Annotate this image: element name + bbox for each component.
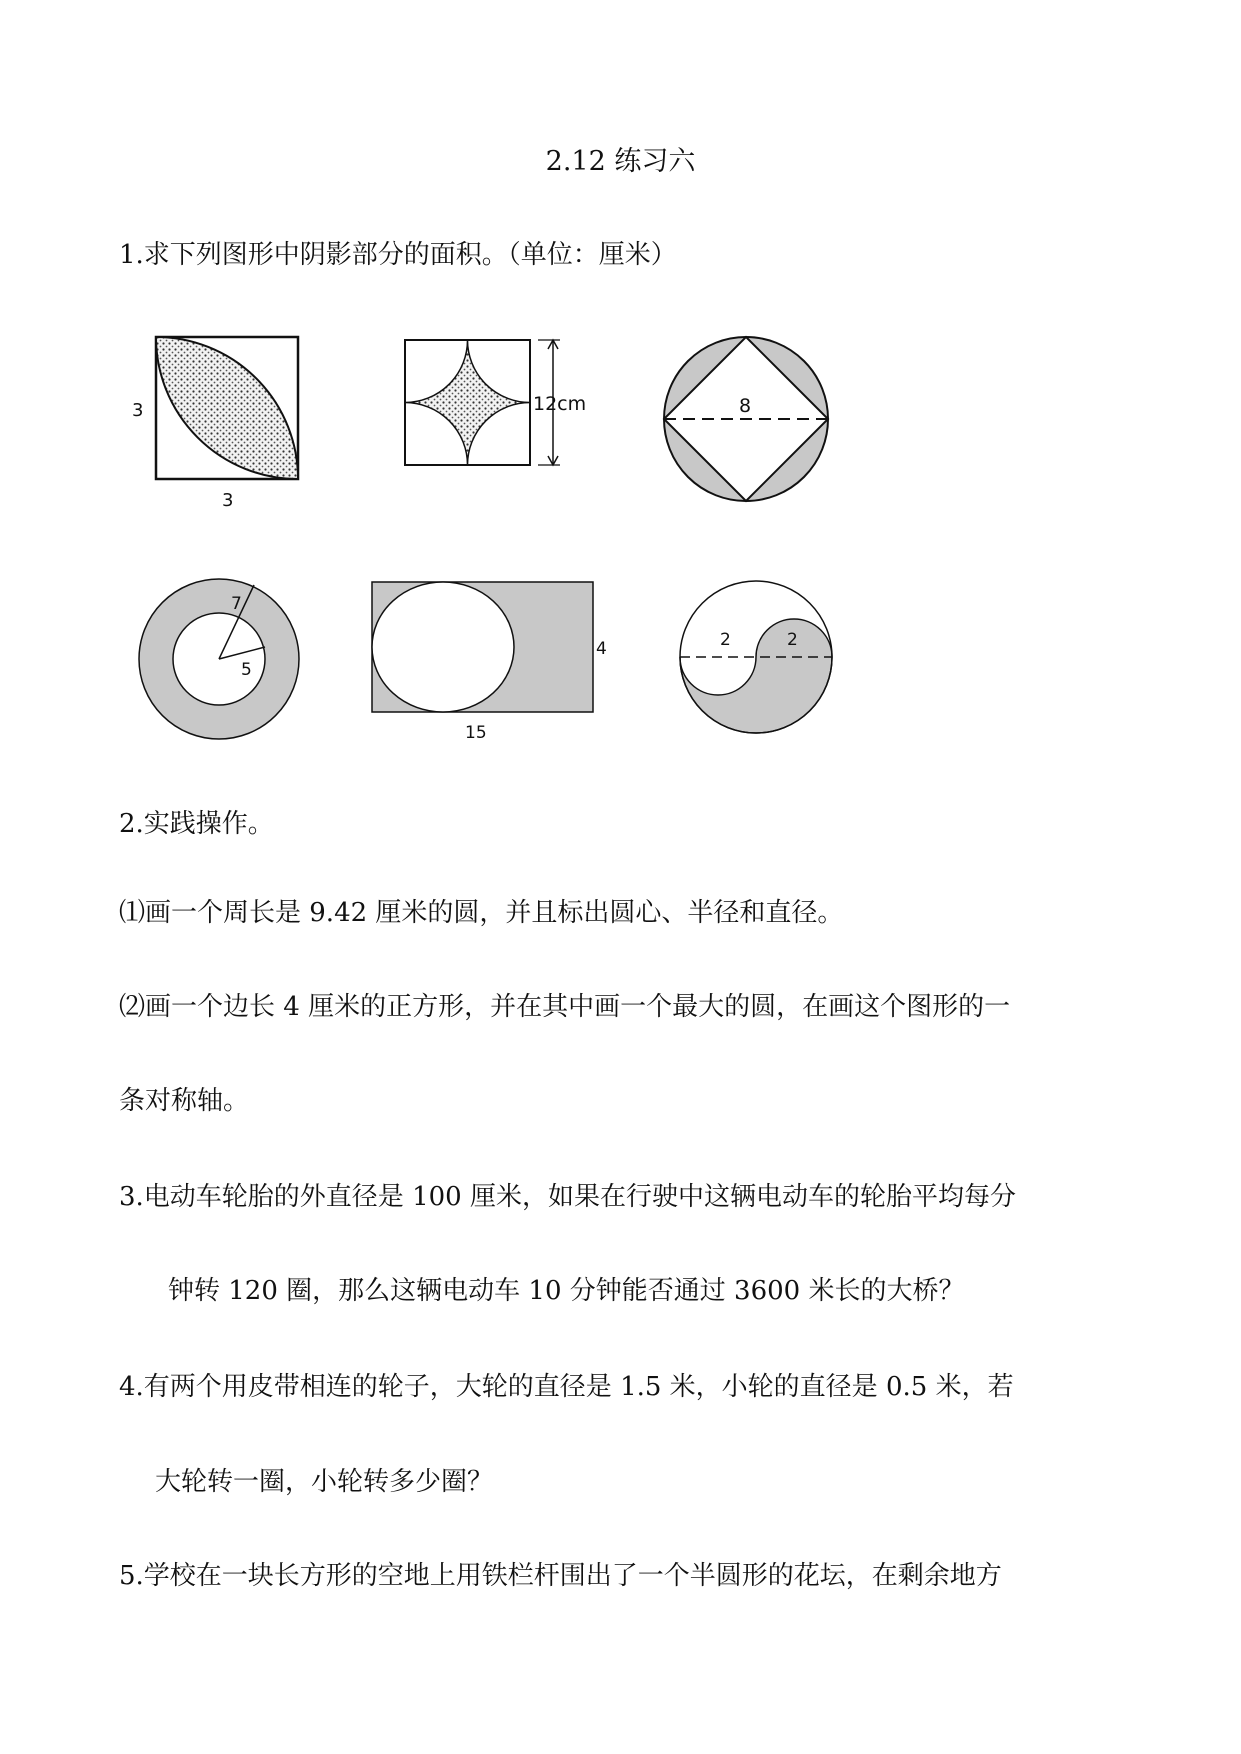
question-3-line-2: 钟转 120 圈，那么这辆电动车 10 分钟能否通过 3600 米长的大桥？ [168, 1276, 965, 1306]
fig1-side-label: 3 [132, 400, 144, 421]
question-4-line-2: 大轮转一圈，小轮转多少圈？ [155, 1467, 494, 1497]
question-3-line-1: 3.电动车轮胎的外直径是 100 厘米，如果在行驶中这辆电动车的轮胎平均每分 [119, 1182, 1016, 1212]
question-1-text: 1.求下列图形中阴影部分的面积。（单位：厘米） [119, 240, 677, 270]
question-2-item-1: ⑴画一个周长是 9.42 厘米的圆，并且标出圆心、半径和直径。 [119, 898, 844, 928]
figure-rect-circle [370, 580, 620, 743]
question-2-text: 2.实践操作。 [119, 809, 274, 839]
fig4-inner-label: 5 [241, 660, 252, 680]
fig5-height-label: 4 [596, 639, 607, 659]
fig5-width-label: 15 [465, 723, 487, 743]
question-5-line-1: 5.学校在一块长方形的空地上用铁栏杆围出了一个半圆形的花坛，在剩余地方 [119, 1561, 1002, 1591]
figure-circle-square [660, 335, 840, 515]
fig6-left-label: 2 [720, 630, 731, 650]
figure-star-square [400, 335, 600, 475]
question-4-line-1: 4.有两个用皮带相连的轮子，大轮的直径是 1.5 米，小轮的直径是 0.5 米，若 [119, 1372, 1014, 1402]
fig3-diameter-label: 8 [739, 395, 752, 417]
figure-yinyang [675, 575, 845, 745]
fig6-right-label: 2 [787, 630, 798, 650]
question-2-item-2-line-1: ⑵画一个边长 4 厘米的正方形，并在其中画一个最大的圆，在画这个图形的一 [119, 992, 1011, 1022]
question-2-item-2-line-2: 条对称轴。 [119, 1086, 250, 1116]
figure-ring [135, 575, 305, 745]
page-title: 2.12 练习六 [545, 146, 696, 177]
fig2-height-label: 12cm [533, 393, 587, 415]
fig4-outer-label: 7 [231, 594, 242, 614]
figure-leaf-square [120, 330, 310, 520]
fig1-bottom-label: 3 [222, 490, 234, 511]
